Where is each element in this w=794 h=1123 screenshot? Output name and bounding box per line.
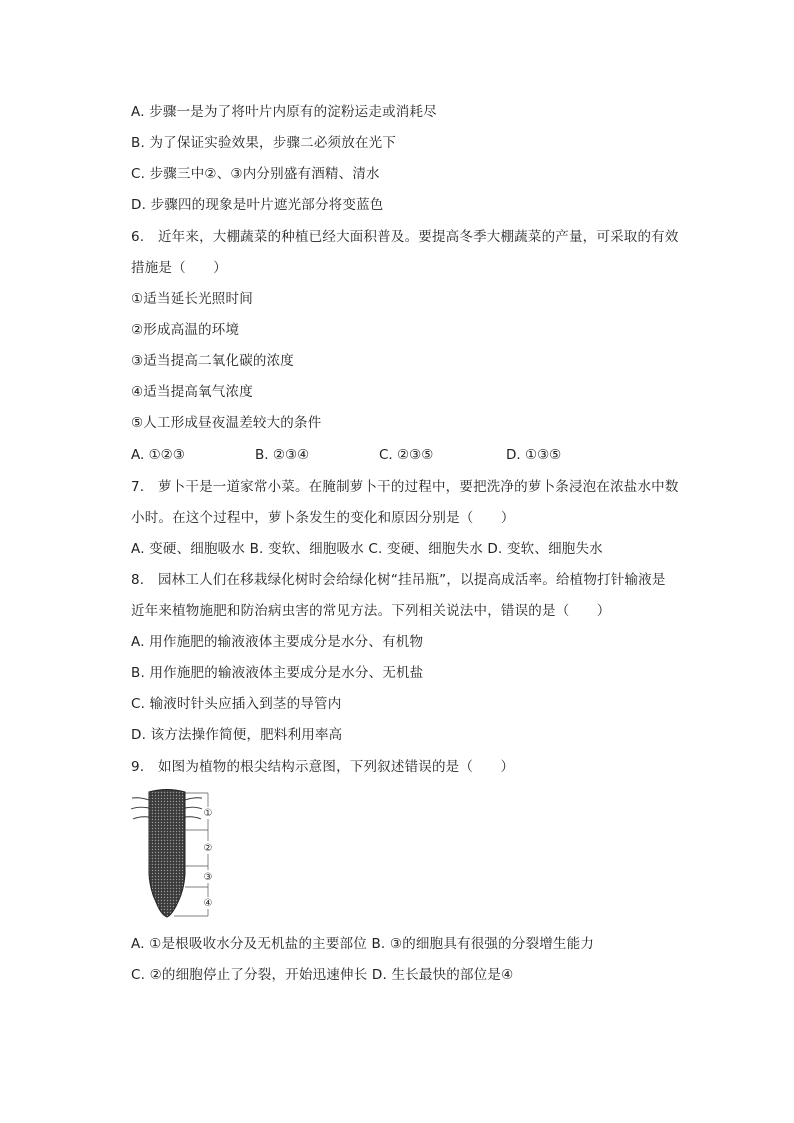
zone-label-3: ③ <box>203 872 213 883</box>
q6-stem-line1: 6. 近年来，大棚蔬菜的种植已经大面积普及。要提高冬季大棚蔬菜的产量，可采取的有效 <box>131 229 679 245</box>
q5-option-b: B. 为了保证实验效果，步骤二必须放在光下 <box>131 135 397 151</box>
q5-option-d: D. 步骤四的现象是叶片遮光部分将变蓝色 <box>131 197 384 213</box>
q6-stem-line2: 措施是（ ） <box>131 260 227 276</box>
q5-option-c: C. 步骤三中②、③内分别盛有酒精、清水 <box>131 166 380 182</box>
q7-stem-line2: 小时。在这个过程中，萝卜条发生的变化和原因分别是（ ） <box>131 510 515 526</box>
zone-label-1: ① <box>203 808 213 819</box>
q6-option-b: B. ②③④ <box>255 447 310 463</box>
q5-option-a: A. 步骤一是为了将叶片内原有的淀粉运走或消耗尽 <box>131 104 437 120</box>
q9-stem: 9. 如图为植物的根尖结构示意图，下列叙述错误的是（ ） <box>131 759 515 775</box>
q6-item-5: ⑤人工形成昼夜温差较大的条件 <box>131 415 322 431</box>
zone-label-4: ④ <box>203 898 213 909</box>
q8-option-d: D. 该方法操作简便，肥料利用率高 <box>131 727 343 743</box>
zone-label-2: ② <box>203 843 213 854</box>
q6-item-2: ②形成高温的环境 <box>131 322 240 338</box>
q6-item-3: ③适当提高二氧化碳的浓度 <box>131 353 295 369</box>
root-tip-diagram <box>124 788 224 922</box>
q6-item-1: ①适当延长光照时间 <box>131 291 253 307</box>
q6-option-a: A. ①②③ <box>131 447 185 463</box>
q7-options: A. 变硬、细胞吸水 B. 变软、细胞吸水 C. 变硬、细胞失水 D. 变软、细胞失水 <box>131 541 603 557</box>
q8-option-c: C. 输液时针头应插入到茎的导管内 <box>131 696 342 712</box>
q9-options-ab: A. ①是根吸收水分及无机盐的主要部位 B. ③的细胞具有很强的分裂增生能力 <box>131 936 595 952</box>
q6-item-4: ④适当提高氧气浓度 <box>131 384 253 400</box>
q7-stem-line1: 7. 萝卜干是一道家常小菜。在腌制萝卜干的过程中，要把洗净的萝卜条浸泡在浓盐水中数 <box>131 479 679 495</box>
root-body <box>149 790 185 918</box>
q9-options-cd: C. ②的细胞停止了分裂，开始迅速伸长 D. 生长最快的部位是④ <box>131 967 514 983</box>
q6-options-row <box>131 446 631 464</box>
q8-stem-line1: 8. 园林工人们在移栽绿化树时会给绿化树“挂吊瓶”，以提高成活率。给植物打针输液是 <box>131 572 666 588</box>
q6-option-d: D. ①③⑤ <box>506 447 562 463</box>
q8-stem-line2: 近年来植物施肥和防治病虫害的常见方法。下列相关说法中，错误的是（ ） <box>131 603 611 619</box>
q8-option-a: A. 用作施肥的输液液体主要成分是水分、有机物 <box>131 634 424 650</box>
q6-option-c: C. ②③⑤ <box>379 447 434 463</box>
q8-option-b: B. 用作施肥的输液液体主要成分是水分、无机盐 <box>131 665 424 681</box>
